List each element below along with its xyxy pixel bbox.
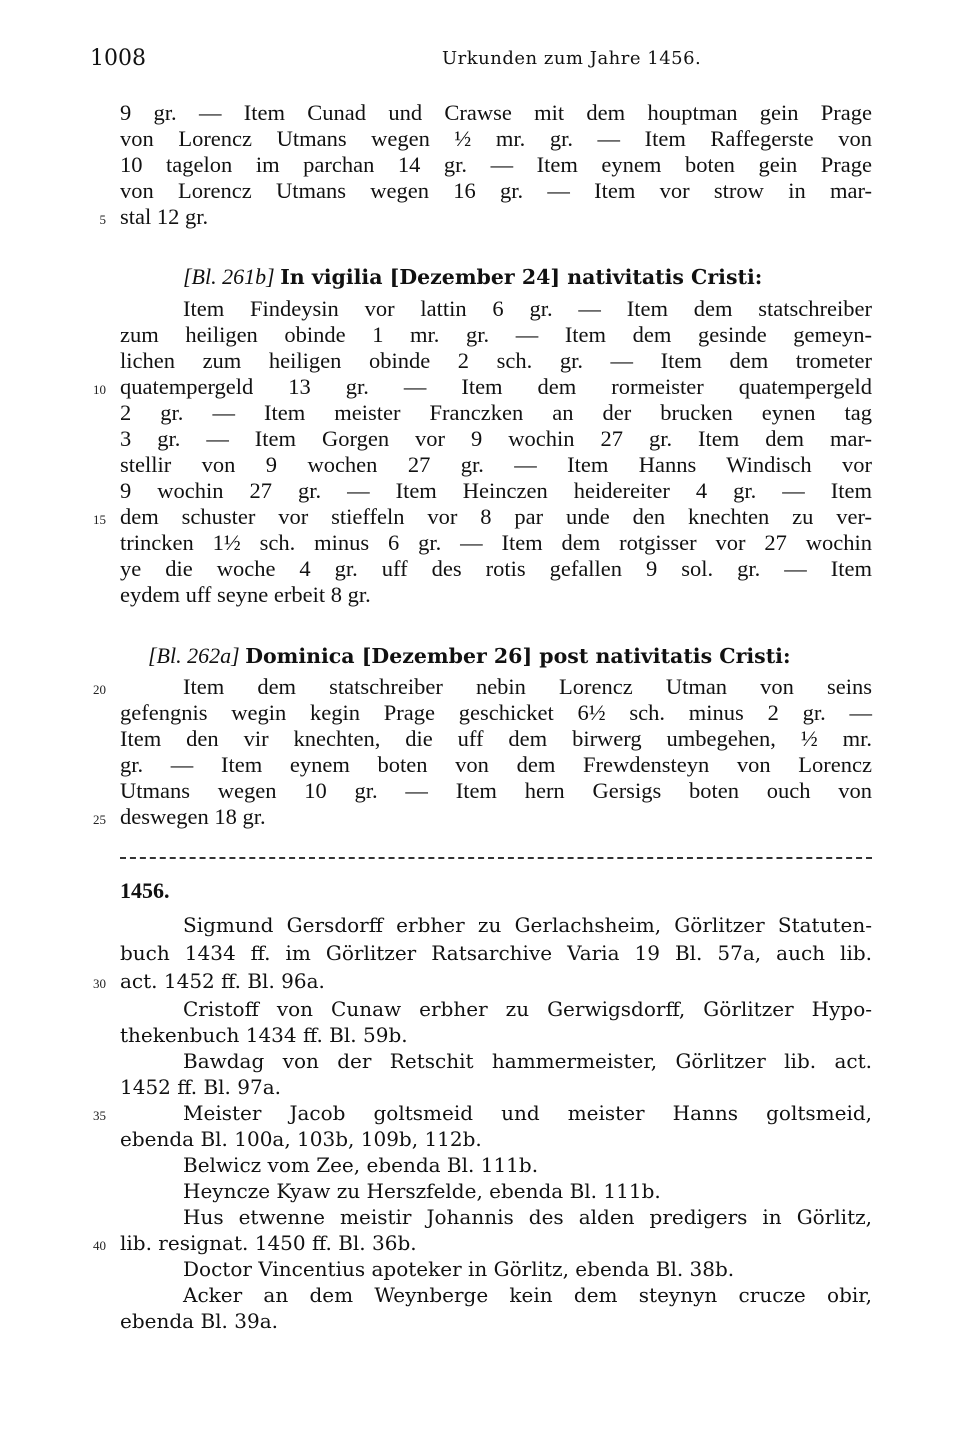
heading-folio-ref: [Bl. 261b] [183,264,281,289]
heading-text: In vigilia [Dezember 24] nativitatis Cristi: [280,265,763,289]
margin-line-number: 10 [93,382,106,397]
text-line: Item den vir knechten, die uff dem birwerg umbegehen, ½ mr. [120,726,872,751]
entry-line: Bawdag von der Retschit hammermeister, Görlitzer lib. act. [183,1049,872,1073]
page-number: 1008 [90,46,146,71]
margin-line-number: 25 [93,812,106,827]
heading-text: Dominica [Dezember 26] post nativitatis Cristi: [245,644,791,668]
entry-line: Hus etwenne meistir Johannis des alden predigers in Görlitz, [183,1205,872,1229]
text-line: ye die woche 4 gr. uff des rotis gefallen 9 sol. gr. — Item [120,556,872,581]
text-line: 10 tagelon im parchan 14 gr. — Item eynem boten gein Prage [120,152,872,177]
entry-line: Acker an dem Weynberge kein dem steynyn crucze obir, [183,1283,872,1307]
running-title: Urkunden zum Jahre 1456. [442,48,702,69]
text-line: Utmans wegen 10 gr. — Item hern Gersigs boten ouch von [120,778,872,803]
entry-line: Sigmund Gersdorff erbher zu Gerlachsheim, Görlitzer Statuten- [183,913,872,937]
text-line: stellir von 9 wochen 27 gr. — Item Hanns Windisch vor [120,452,872,477]
margin-line-number: 35 [93,1108,106,1123]
section-divider [120,857,872,859]
section-heading [148,643,873,669]
text-line: trincken 1½ sch. minus 6 gr. — Item dem rotgisser vor 27 wochin [120,530,872,555]
entry-line: Belwicz vom Zee, ebenda Bl. 111b. [183,1153,539,1177]
text-line: 9 wochin 27 gr. — Item Heinczen heidereiter 4 gr. — Item [120,478,872,503]
text-line: eydem uff seyne erbeit 8 gr. [120,582,371,607]
text-line: 9 gr. — Item Cunad und Crawse mit dem houptman gein Prage [120,100,872,125]
entry-line: Heyncze Kyaw zu Herszfelde, ebenda Bl. 111b. [183,1179,661,1203]
text-line: 3 gr. — Item Gorgen vor 9 wochin 27 gr. Item dem mar- [120,426,872,451]
text-line: gr. — Item eynem boten von dem Frewdensteyn von Lorencz [120,752,872,777]
margin-line-number: 15 [93,512,106,527]
heading-folio-ref: [Bl. 262a] [148,643,246,668]
entry-line: act. 1452 ff. Bl. 96a. [120,969,325,993]
text-line: dem schuster vor stieffeln vor 8 par unde den knechten zu ver- [120,504,872,529]
text-line: 2 gr. — Item meister Franczken an der brucken eynen tag [120,400,872,425]
text-line: lichen zum heiligen obinde 2 sch. gr. — Item dem trometer [120,348,872,373]
page-header [90,46,870,76]
entry-line: lib. resignat. 1450 ff. Bl. 36b. [120,1231,417,1255]
text-line: Item Findeysin vor lattin 6 gr. — Item dem statschreiber [183,296,872,321]
entry-line: Meister Jacob goltsmeid und meister Hanns goltsmeid, [183,1101,872,1125]
entry-line: thekenbuch 1434 ff. Bl. 59b. [120,1023,408,1047]
margin-line-number: 40 [93,1238,106,1253]
entry-line: Cristoff von Cunaw erbher zu Gerwigsdorff, Görlitzer Hypo- [183,997,872,1021]
text-line: deswegen 18 gr. [120,804,266,829]
text-line: von Lorencz Utmans wegen ½ mr. gr. — Item Raffegerste von [120,126,872,151]
margin-line-number: 5 [99,212,106,227]
text-line: gefengnis wegin kegin Prage geschicket 6½ sch. minus 2 gr. — [120,700,872,725]
entry-line: ebenda Bl. 39a. [120,1309,278,1333]
entry-line: buch 1434 ff. im Görlitzer Ratsarchive Varia 19 Bl. 57a, auch lib. [120,941,872,965]
entry-line: 1452 ff. Bl. 97a. [120,1075,282,1099]
entry-line: Doctor Vincentius apoteker in Görlitz, ebenda Bl. 38b. [183,1257,735,1281]
text-line: Item dem statschreiber nebin Lorencz Utman von seins [183,674,872,699]
section-heading [183,264,873,290]
year-heading: 1456. [120,878,170,903]
entry-line: ebenda Bl. 100a, 103b, 109b, 112b. [120,1127,482,1151]
text-line: von Lorencz Utmans wegen 16 gr. — Item vor strow in mar- [120,178,872,203]
margin-line-number: 30 [93,976,106,991]
text-line: stal 12 gr. [120,204,209,229]
margin-line-number: 20 [93,682,106,697]
text-line: quatempergeld 13 gr. — Item dem rormeister quatempergeld [120,374,872,399]
text-line: zum heiligen obinde 1 mr. gr. — Item dem gesinde gemeyn- [120,322,872,347]
